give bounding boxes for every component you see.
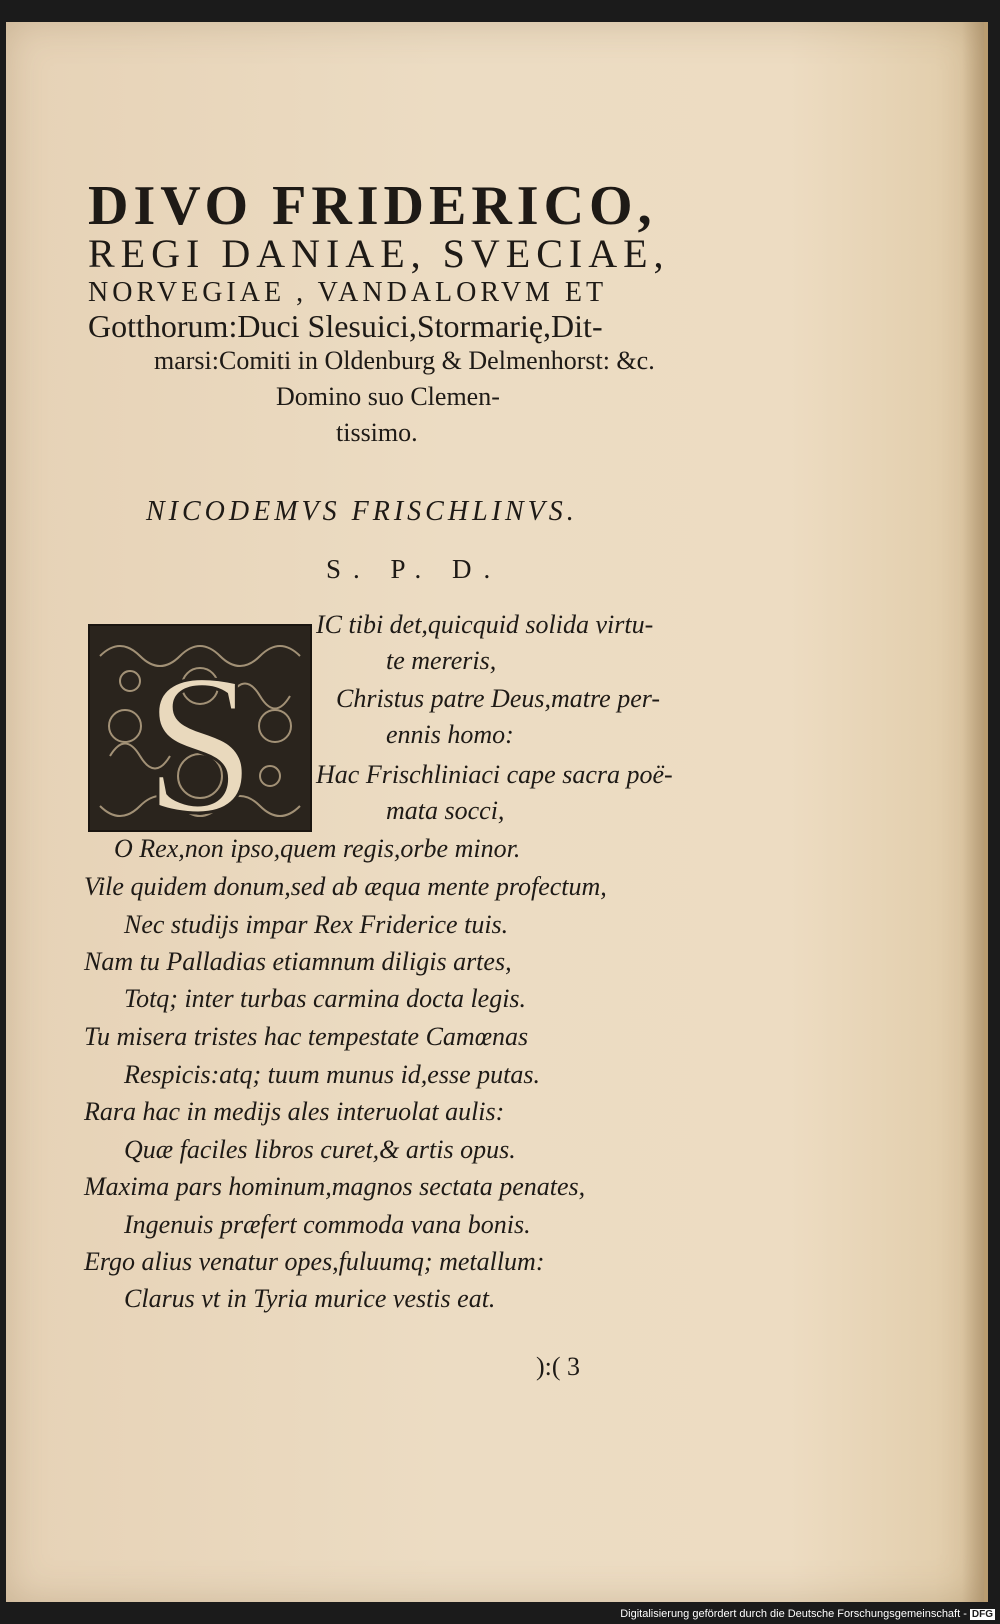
verse-line-19: Clarus vt in Tyria murice vestis eat. bbox=[124, 1284, 496, 1313]
page-edge-shadow bbox=[962, 22, 984, 1602]
initial-letter: S bbox=[144, 634, 256, 830]
verse-line-3: Christus patre Deus,matre per- bbox=[336, 684, 660, 713]
verse-line-1: IC tibi det,quicquid solida virtu- bbox=[316, 610, 654, 639]
decorated-initial-ornament-icon bbox=[90, 626, 310, 830]
verse-line-6: mata socci, bbox=[386, 796, 505, 825]
digitization-credit-text: Digitalisierung gefördert durch die Deutsche Forschungsgemeinschaft - bbox=[620, 1608, 967, 1620]
verse-line-16: Maxima pars hominum,magnos sectata penates, bbox=[84, 1172, 586, 1201]
verse-line-10: Nam tu Palladias etiamnum diligis artes, bbox=[84, 947, 512, 976]
digitization-credit bbox=[600, 1608, 995, 1622]
decorated-initial bbox=[88, 624, 312, 832]
verse-line-5: Hac Frischliniaci cape sacra poë- bbox=[316, 760, 673, 789]
signature-mark: ):( 3 bbox=[536, 1352, 581, 1381]
salutation: S. P. D. bbox=[326, 554, 503, 584]
dedication-title-line-2: REGI DANIAE, SVECIAE, bbox=[88, 231, 670, 276]
verse-line-17: Ingenuis præfert commoda vana bonis. bbox=[124, 1210, 531, 1239]
verse-line-12: Tu misera tristes hac tempestate Camœnas bbox=[84, 1022, 529, 1051]
book-page bbox=[6, 22, 988, 1602]
dedication-title-line-7: tissimo. bbox=[336, 418, 418, 447]
dedication-title-line-4: Gotthorum:Duci Slesuici,Stormarię,Dit- bbox=[88, 308, 603, 344]
dedication-title-line-5: marsi:Comiti in Oldenburg & Delmenhorst: &c. bbox=[154, 346, 655, 375]
verse-line-9: Nec studijs impar Rex Friderice tuis. bbox=[124, 910, 509, 939]
verse-line-14: Rara hac in medijs ales interuolat aulis: bbox=[84, 1097, 505, 1126]
dedication-title-line-6: Domino suo Clemen- bbox=[276, 382, 500, 411]
verse-line-15: Quæ faciles libros curet,& artis opus. bbox=[124, 1135, 516, 1164]
dedication-title-line-1: DIVO FRIDERICO, bbox=[88, 175, 657, 237]
dedication-title-line-3: NORVEGIAE , VANDALORVM ET bbox=[88, 277, 608, 308]
verse-line-13: Respicis:atq; tuum munus id,esse putas. bbox=[124, 1060, 540, 1089]
dfg-logo: DFG bbox=[971, 1609, 993, 1620]
verse-line-4: ennis homo: bbox=[386, 720, 514, 749]
author-name: NICODEMVS FRISCHLINVS. bbox=[146, 496, 578, 527]
verse-line-18: Ergo alius venatur opes,fuluumq; metallum: bbox=[84, 1247, 545, 1276]
verse-line-7: O Rex,non ipso,quem regis,orbe minor. bbox=[114, 834, 521, 863]
verse-line-11: Totq; inter turbas carmina docta legis. bbox=[124, 984, 527, 1013]
verse-line-8: Vile quidem donum,sed ab æqua mente profectum, bbox=[84, 872, 607, 901]
verse-line-2: te mereris, bbox=[386, 646, 497, 675]
